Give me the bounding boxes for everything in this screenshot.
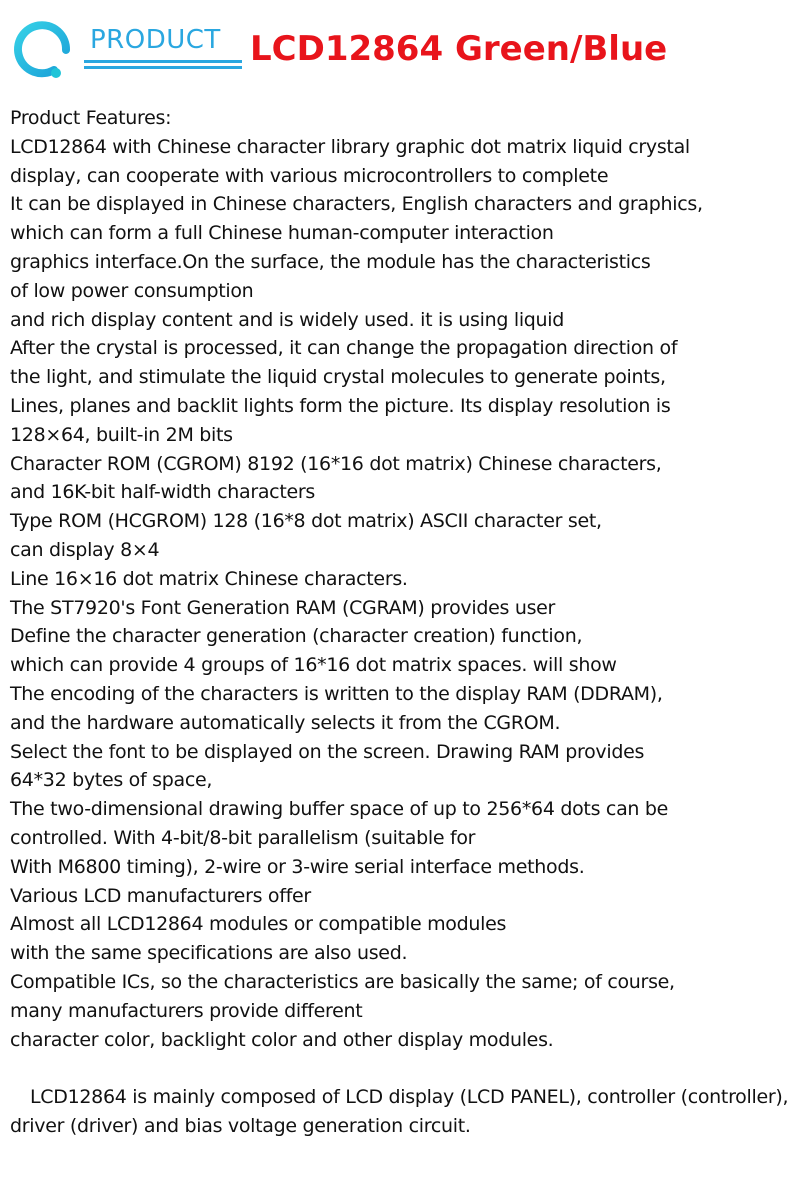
feature-line: controlled. With 4-bit/8-bit parallelism (suitable for xyxy=(10,826,476,849)
feature-line: Line 16×16 dot matrix Chinese characters. xyxy=(10,567,408,590)
badge-underline xyxy=(84,60,242,63)
feature-line: the light, and stimulate the liquid crystal molecules to generate points, xyxy=(10,366,666,389)
feature-line: 64*32 bytes of space, xyxy=(10,769,213,792)
feature-line: Character ROM (CGROM) 8192 (16*16 dot matrix) Chinese characters, xyxy=(10,452,662,475)
feature-line: Select the font to be displayed on the screen. Drawing RAM provides xyxy=(10,740,645,763)
product-description xyxy=(10,104,794,1141)
cyan-ring-logo-icon xyxy=(12,20,72,80)
feature-line: LCD12864 with Chinese character library graphic dot matrix liquid crystal xyxy=(10,135,690,158)
feature-line: and the hardware automatically selects it from the CGROM. xyxy=(10,711,561,734)
feature-line: Define the character generation (character creation) function, xyxy=(10,625,583,648)
feature-line: After the crystal is processed, it can change the propagation direction of xyxy=(10,337,678,360)
summary-paragraph: LCD12864 is mainly composed of LCD display (LCD PANEL), controller (controller), driver (driver) and bias voltage generation circuit. xyxy=(10,1086,789,1137)
product-header xyxy=(0,0,800,95)
feature-line: 128×64, built-in 2M bits xyxy=(10,423,233,446)
feature-line: with the same specifications are also used. xyxy=(10,942,408,965)
feature-line: Various LCD manufacturers offer xyxy=(10,884,311,907)
feature-line: many manufacturers provide different xyxy=(10,999,363,1022)
feature-line: Lines, planes and backlit lights form the picture. Its display resolution is xyxy=(10,394,671,417)
page-title: LCD12864 Green/Blue xyxy=(250,29,668,69)
feature-line: The ST7920's Font Generation RAM (CGRAM) provides user xyxy=(10,596,556,619)
feature-line: graphics interface.On the surface, the module has the characteristics xyxy=(10,250,651,273)
feature-line: Type ROM (HCGROM) 128 (16*8 dot matrix) ASCII character set, xyxy=(10,510,602,533)
feature-line: Compatible ICs, so the characteristics are basically the same; of course, xyxy=(10,970,675,993)
product-badge-label: PRODUCT xyxy=(90,25,221,55)
feature-line: character color, backlight color and other display modules. xyxy=(10,1028,554,1051)
feature-line: and rich display content and is widely used. it is using liquid xyxy=(10,308,565,331)
paragraph-spacer xyxy=(10,1054,794,1083)
feature-line: which can provide 4 groups of 16*16 dot matrix spaces. will show xyxy=(10,654,617,677)
feature-line: which can form a full Chinese human-computer interaction xyxy=(10,222,554,245)
feature-line: Almost all LCD12864 modules or compatible modules xyxy=(10,913,507,936)
feature-line: The encoding of the characters is written to the display RAM (DDRAM), xyxy=(10,682,663,705)
logo-dot-icon xyxy=(51,68,61,78)
product-badge xyxy=(84,22,242,70)
feature-line: It can be displayed in Chinese characters, English characters and graphics, xyxy=(10,193,703,216)
feature-line: display, can cooperate with various microcontrollers to complete xyxy=(10,164,609,187)
badge-underline-second xyxy=(84,66,242,69)
feature-line: of low power consumption xyxy=(10,279,254,302)
feature-line: and 16K-bit half-width characters xyxy=(10,481,315,504)
feature-line: can display 8×4 xyxy=(10,538,160,561)
features-heading: Product Features: xyxy=(10,107,172,129)
feature-line: The two-dimensional drawing buffer space of up to 256*64 dots can be xyxy=(10,798,669,821)
feature-line: With M6800 timing), 2-wire or 3-wire serial interface methods. xyxy=(10,855,585,878)
